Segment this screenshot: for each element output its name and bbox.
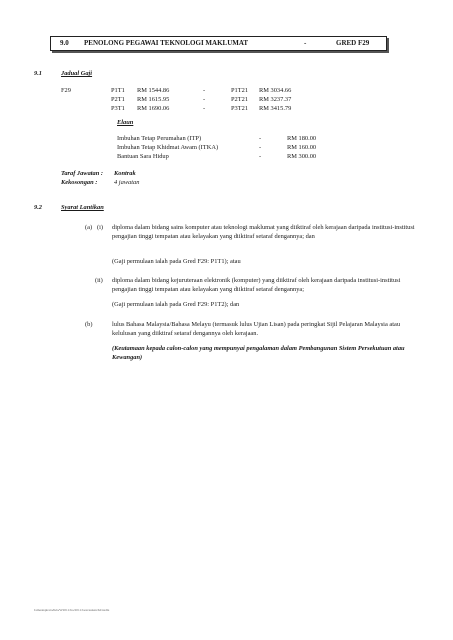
salary-row-1-code-b: P1T21 (231, 87, 249, 94)
salary-row-1-value-b: RM 3034.66 (259, 87, 292, 94)
salary-row-3-value-a: RM 1690.06 (137, 105, 170, 112)
clause-b-text: lulus Bahasa Malaysia/Bahasa Melayu (termasuk lulus Ujian Lisan) pada peringkat Sijil Pelajaran Malaysia atau kelulusan yang diiktiraf setaraf dengannya oleh kerajaan. (112, 321, 401, 337)
salary-grade: F29 (61, 87, 71, 94)
kekosongan-value: 4 jawatan (114, 179, 140, 186)
clause-a-i-text: diploma dalam bidang sains komputer atau teknologi maklumat yang diiktiraf oleh kerajaan daripada institusi-institusi pengajian tinggi tempatan atau kelayakan yang diiktiraf setaraf dengannya; dan (112, 224, 415, 240)
taraf-jawatan-label: Taraf Jawatan : (61, 170, 104, 177)
clause-a-ii-text: diploma dalam bidang kejuruteraan elektronik (komputer) yang diiktiraf oleh kerajaan daripada institusi-institusi pengajian tinggi tempatan atau kelayakan yang diiktiraf setaraf dengannya; (112, 277, 401, 293)
header-title: PENOLONG PEGAWAI TEKNOLOGI MAKLUMAT (84, 39, 249, 47)
salary-row-3-code-a: P3T1 (111, 105, 125, 112)
priority-note: (Keutamaan kepada calon-calon yang mempunyai pengalaman dalam Pembangunan Sistem Persekutuan atau Kewangan) (112, 345, 405, 361)
salary-row-2-code-a: P2T1 (111, 96, 125, 103)
taraf-jawatan-value: Kontrak (114, 170, 136, 177)
header-dash: - (304, 39, 307, 47)
footer-path: Jamaaispirata/ikla/W2011/ho/2011/laon/sukan/h2/nsdle (34, 608, 110, 612)
clause-a-label: (a) (85, 224, 93, 231)
kekosongan-label: Kekosongan : (61, 179, 98, 186)
clause-a-ii-note: (Gaji permulaan ialah pada Gred F29: P1T2); dan (112, 301, 240, 308)
elaun-3-value: RM 300.00 (287, 153, 317, 160)
elaun-3-name: Bantuan Sara Hidup (117, 153, 169, 160)
salary-row-2-value-a: RM 1615.95 (137, 96, 170, 103)
salary-row-1-code-a: P1T1 (111, 87, 125, 94)
salary-row-1-sep: - (203, 87, 206, 94)
salary-row-1-value-a: RM 1544.86 (137, 87, 170, 94)
salary-row-3-code-b: P3T21 (231, 105, 249, 112)
salary-row-2-value-b: RM 3237.37 (259, 96, 292, 103)
elaun-2-value: RM 160.00 (287, 144, 317, 151)
section-92-title: Syarat Lantikan (61, 204, 104, 211)
elaun-2-name: Imbuhan Tetap Khidmat Awam (ITKA) (117, 144, 219, 151)
clause-a-i-note: (Gaji permulaan ialah pada Gred F29: P1T1); atau (112, 258, 241, 265)
section-92-number: 9.2 (34, 204, 42, 211)
elaun-title: Elaun (117, 119, 134, 126)
elaun-1-name: Imbuhan Tetap Perumahan (ITP) (117, 135, 202, 142)
salary-row-2-sep: - (203, 96, 206, 103)
salary-row-3-sep: - (203, 105, 206, 112)
clause-a-i-label: (i) (97, 224, 104, 231)
elaun-3-sep: - (259, 153, 262, 160)
elaun-2-sep: - (259, 144, 262, 151)
section-91-title: Jadual Gaji (61, 70, 93, 77)
clause-a-ii-label: (ii) (95, 277, 103, 284)
header-number: 9.0 (60, 39, 69, 47)
elaun-1-sep: - (259, 135, 262, 142)
section-91-number: 9.1 (34, 70, 42, 77)
elaun-1-value: RM 180.00 (287, 135, 317, 142)
clause-b-label: (b) (85, 321, 93, 328)
header-grade: GRED F29 (336, 39, 370, 47)
salary-row-2-code-b: P2T21 (231, 96, 249, 103)
salary-row-3-value-b: RM 3415.79 (259, 105, 292, 112)
